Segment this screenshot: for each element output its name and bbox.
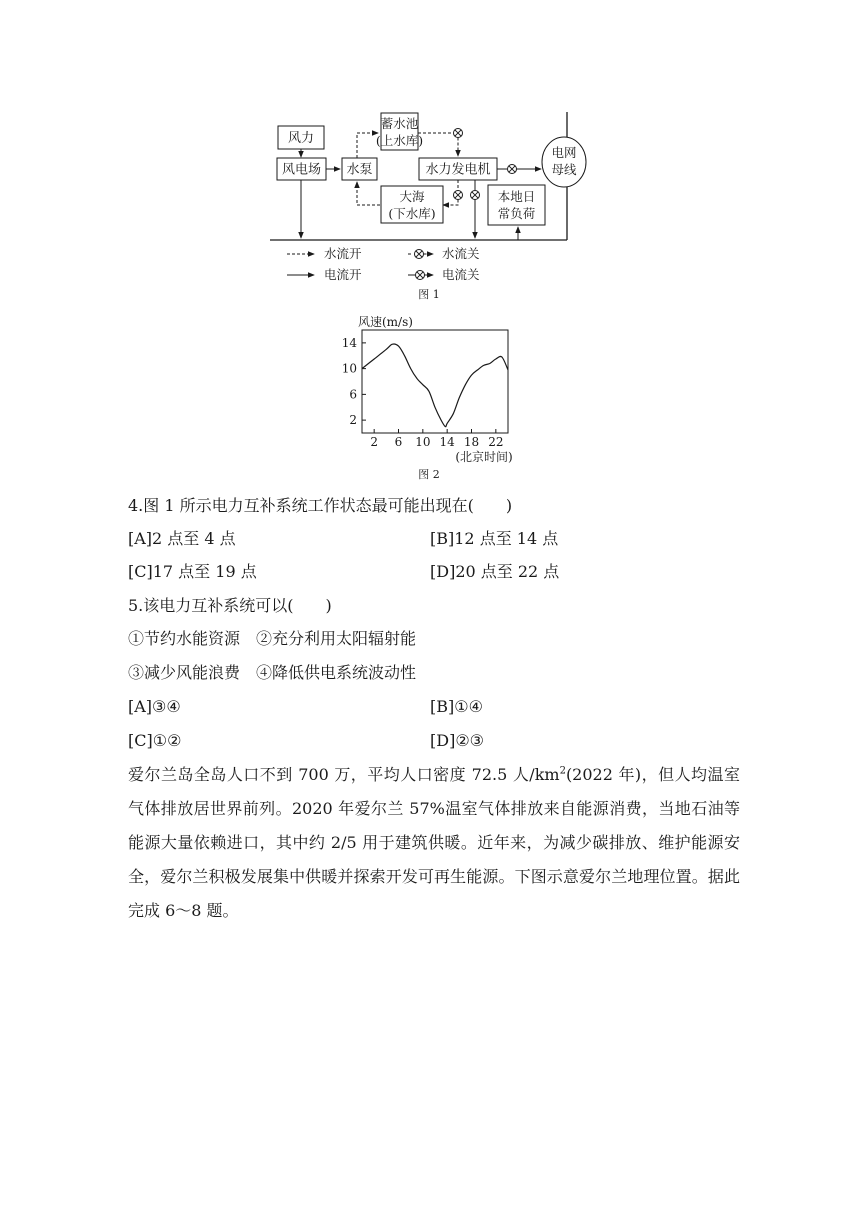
wind-speed-chart: [330, 310, 530, 485]
chart-y-axis-label: 风速(m/s): [358, 315, 413, 329]
upper-reservoir-label-1: 蓄水池: [380, 116, 419, 131]
x-tick-label: 22: [488, 435, 504, 449]
question-5-option-d[interactable]: [D]②③: [430, 731, 484, 750]
question-4-stem: 4.图 1 所示电力互补系统工作状态最可能出现在( ): [128, 496, 513, 515]
chart-x-axis-label: (北京时间): [455, 450, 513, 464]
x-tick-label: 6: [394, 435, 403, 449]
question-5-option-c[interactable]: [C]①②: [128, 731, 182, 750]
passage-part-2: (2022 年)，但人均温室气体排放居世界前列。2020 年爱尔兰 57%温室气体排放来自能源消费，当地石油等能源大量依赖进口，其中约 2/5 用于建筑供暖。近年来，为减少碳排放、维护能源安全，爱尔兰积极发展集中供暖并探索开发可再生能源。下图示意爱尔兰地理位置。据此完成 6～8 题。: [128, 765, 740, 920]
generator-label: 水力发电机: [425, 162, 491, 178]
y-tick-label: 14: [341, 335, 357, 350]
wind-label: 风力: [287, 131, 315, 146]
x-tick-label: 10: [415, 435, 431, 449]
pump-label: 水泵: [346, 162, 373, 178]
chart-plot-frame: [362, 330, 508, 433]
legend-water-on-label: 水流开: [324, 246, 362, 261]
figure-1-diagram: [260, 100, 600, 300]
upper-reservoir-label-2: (上水库): [375, 133, 424, 148]
legend-current-on-label: 电流开: [324, 267, 362, 282]
grid-bus-label-2: 母线: [551, 162, 577, 177]
question-5-option-a[interactable]: [A]③④: [128, 697, 181, 716]
y-tick-label: 2: [349, 413, 357, 428]
y-tick-label: 10: [341, 361, 357, 376]
question-5-stem: 5.该电力互补系统可以( ): [128, 596, 332, 615]
legend-current-off-label: 电流关: [442, 267, 480, 282]
local-load-label-1: 本地日: [497, 189, 536, 204]
lower-reservoir-label-2: (下水库): [388, 206, 436, 221]
grid-bus-label-1: 电网: [551, 145, 577, 160]
x-tick-label: 2: [370, 435, 378, 449]
question-4-option-b[interactable]: [B]12 点至 14 点: [430, 529, 559, 548]
question-5-statement-2: ③减少风能浪费 ④降低供电系统波动性: [128, 663, 417, 682]
question-5-option-b[interactable]: [B]①④: [430, 697, 483, 716]
local-load-label-2: 常负荷: [497, 206, 536, 221]
x-tick-label: 14: [439, 435, 455, 449]
figure-2-caption: 图 2: [418, 468, 440, 481]
pump-to-upper-water-arrow: [357, 133, 378, 158]
question-5-statement-1: ①节约水能资源 ②充分利用太阳辐射能: [128, 629, 417, 648]
passage-superscript: 2: [559, 765, 566, 777]
x-tick-label: 18: [463, 435, 480, 449]
wind-speed-series-line: [362, 344, 508, 427]
question-4-option-c[interactable]: [C]17 点至 19 点: [128, 562, 257, 581]
passage-part-1: 爱尔兰岛全岛人口不到 700 万，平均人口密度 72.5 人/km: [128, 765, 560, 784]
reading-passage: [128, 758, 740, 928]
legend-water-off-label: 水流关: [442, 246, 480, 261]
y-tick-label: 6: [349, 387, 357, 402]
wind-farm-label: 风电场: [281, 162, 322, 178]
lower-reservoir-label-1: 大海: [399, 189, 425, 204]
question-4-option-a[interactable]: [A]2 点至 4 点: [128, 529, 236, 548]
question-4-option-d[interactable]: [D]20 点至 22 点: [430, 562, 560, 581]
lower-to-pump-water-arrow: [357, 182, 380, 205]
figure-1-caption: 图 1: [418, 288, 440, 300]
